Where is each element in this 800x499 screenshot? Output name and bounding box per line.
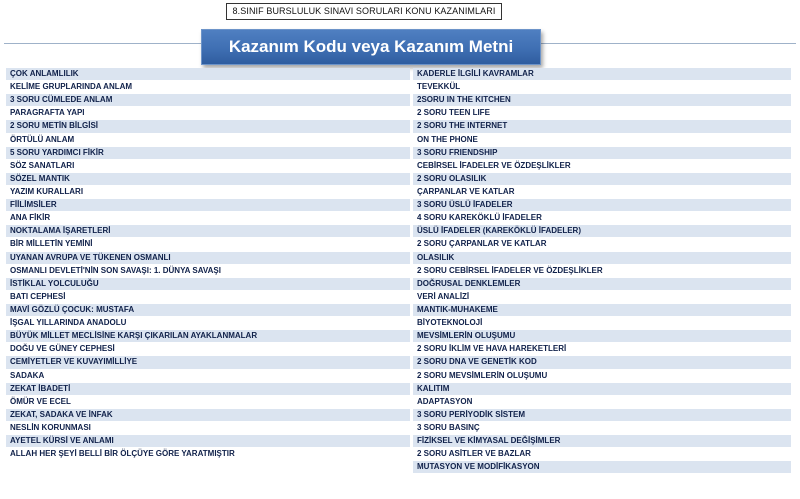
topic-row: TEVEKKÜL: [413, 81, 791, 94]
topic-row: 2 SORU DNA VE GENETİK KOD: [413, 356, 791, 369]
topic-row: ÖMÜR VE ECEL: [6, 396, 410, 409]
topic-row: KADERLE İLGİLİ KAVRAMLAR: [413, 68, 791, 81]
topic-row: 2 SORU CEBİRSEL İFADELER VE ÖZDEŞLİKLER: [413, 265, 791, 278]
topic-row: 2 SORU İKLİM VE HAVA HAREKETLERİ: [413, 343, 791, 356]
topic-row: 5 SORU YARDIMCI FİKİR: [6, 147, 410, 160]
topic-row: BATI CEPHESİ: [6, 291, 410, 304]
topic-row: SADAKA: [6, 370, 410, 383]
topic-row: 3 SORU CÜMLEDE ANLAM: [6, 94, 410, 107]
topic-row: ZEKAT İBADETİ: [6, 383, 410, 396]
topic-row: OSMANLI DEVLETİ'NİN SON SAVAŞI: 1. DÜNYA SAVAŞI: [6, 265, 410, 278]
topic-row: BÜYÜK MİLLET MECLİSİNE KARŞI ÇIKARILAN AYAKLANMALAR: [6, 330, 410, 343]
topic-row: 3 SORU PERİYODİK SİSTEM: [413, 409, 791, 422]
right-topic-column: [413, 68, 791, 474]
topic-row: ZEKAT, SADAKA VE İNFAK: [6, 409, 410, 422]
topic-row: CEMİYETLER VE KUVAYIMİLLİYE: [6, 356, 410, 369]
topic-row: SÖZ SANATLARI: [6, 160, 410, 173]
topic-row: 2 SORU METİN BİLGİSİ: [6, 120, 410, 133]
topic-row: ANA FİKİR: [6, 212, 410, 225]
topic-row: FİİLİMSİLER: [6, 199, 410, 212]
topic-row: 3 SORU FRIENDSHIP: [413, 147, 791, 160]
topic-row: 4 SORU KAREKÖKLÜ İFADELER: [413, 212, 791, 225]
topic-row: İSTİKLAL YOLCULUĞU: [6, 278, 410, 291]
topic-row: MUTASYON VE MODİFİKASYON: [413, 461, 791, 474]
topic-row: CEBİRSEL İFADELER VE ÖZDEŞLİKLER: [413, 160, 791, 173]
topic-row: ÖRTÜLÜ ANLAM: [6, 134, 410, 147]
topic-row: 2 SORU THE INTERNET: [413, 120, 791, 133]
topic-row: BİR MİLLETİN YEMİNİ: [6, 238, 410, 251]
topic-row: DOĞU VE GÜNEY CEPHESİ: [6, 343, 410, 356]
topic-row: NESLİN KORUNMASI: [6, 422, 410, 435]
topic-row: PARAGRAFTA YAPI: [6, 107, 410, 120]
topic-row: 2 SORU OLASILIK: [413, 173, 791, 186]
topic-row: UYANAN AVRUPA VE TÜKENEN OSMANLI: [6, 252, 410, 265]
topic-row: İŞGAL YILLARINDA ANADOLU: [6, 317, 410, 330]
topic-row: KALITIM: [413, 383, 791, 396]
topic-row: AYETEL KÜRSİ VE ANLAMI: [6, 435, 410, 448]
topic-row: BİYOTEKNOLOJİ: [413, 317, 791, 330]
topic-row: ON THE PHONE: [413, 134, 791, 147]
topic-row: ADAPTASYON: [413, 396, 791, 409]
topic-row: ALLAH HER ŞEYİ BELLİ BİR ÖLÇÜYE GÖRE YARATMIŞTIR: [6, 448, 410, 461]
topic-row: SÖZEL MANTIK: [6, 173, 410, 186]
topic-row: 2 SORU MEVSİMLERİN OLUŞUMU: [413, 370, 791, 383]
left-topic-column: [6, 68, 410, 461]
topic-row: OLASILIK: [413, 252, 791, 265]
column-header-banner: Kazanım Kodu veya Kazanım Metni: [201, 29, 541, 65]
document-title: 8.SINIF BURSLULUK SINAVI SORULARI KONU KAZANIMLARI: [226, 3, 502, 20]
topic-row: 2SORU IN THE KITCHEN: [413, 94, 791, 107]
topic-row: MEVSİMLERİN OLUŞUMU: [413, 330, 791, 343]
topic-row: VERİ ANALİZİ: [413, 291, 791, 304]
topic-row: MAVİ GÖZLÜ ÇOCUK: MUSTAFA: [6, 304, 410, 317]
topic-row: NOKTALAMA İŞARETLERİ: [6, 225, 410, 238]
topic-row: ÇARPANLAR VE KATLAR: [413, 186, 791, 199]
topic-row: DOĞRUSAL DENKLEMLER: [413, 278, 791, 291]
topic-row: YAZIM KURALLARI: [6, 186, 410, 199]
topic-row: KELİME GRUPLARINDA ANLAM: [6, 81, 410, 94]
topic-row: 3 SORU BASINÇ: [413, 422, 791, 435]
topic-row: ÜSLÜ İFADELER (KAREKÖKLÜ İFADELER): [413, 225, 791, 238]
topic-row: FİZİKSEL VE KİMYASAL DEĞİŞİMLER: [413, 435, 791, 448]
topic-row: 2 SORU TEEN LIFE: [413, 107, 791, 120]
topic-row: 2 SORU ÇARPANLAR VE KATLAR: [413, 238, 791, 251]
topic-row: 3 SORU ÜSLÜ İFADELER: [413, 199, 791, 212]
topic-row: MANTIK-MUHAKEME: [413, 304, 791, 317]
topic-row: 2 SORU ASİTLER VE BAZLAR: [413, 448, 791, 461]
topic-row: ÇOK ANLAMLILIK: [6, 68, 410, 81]
